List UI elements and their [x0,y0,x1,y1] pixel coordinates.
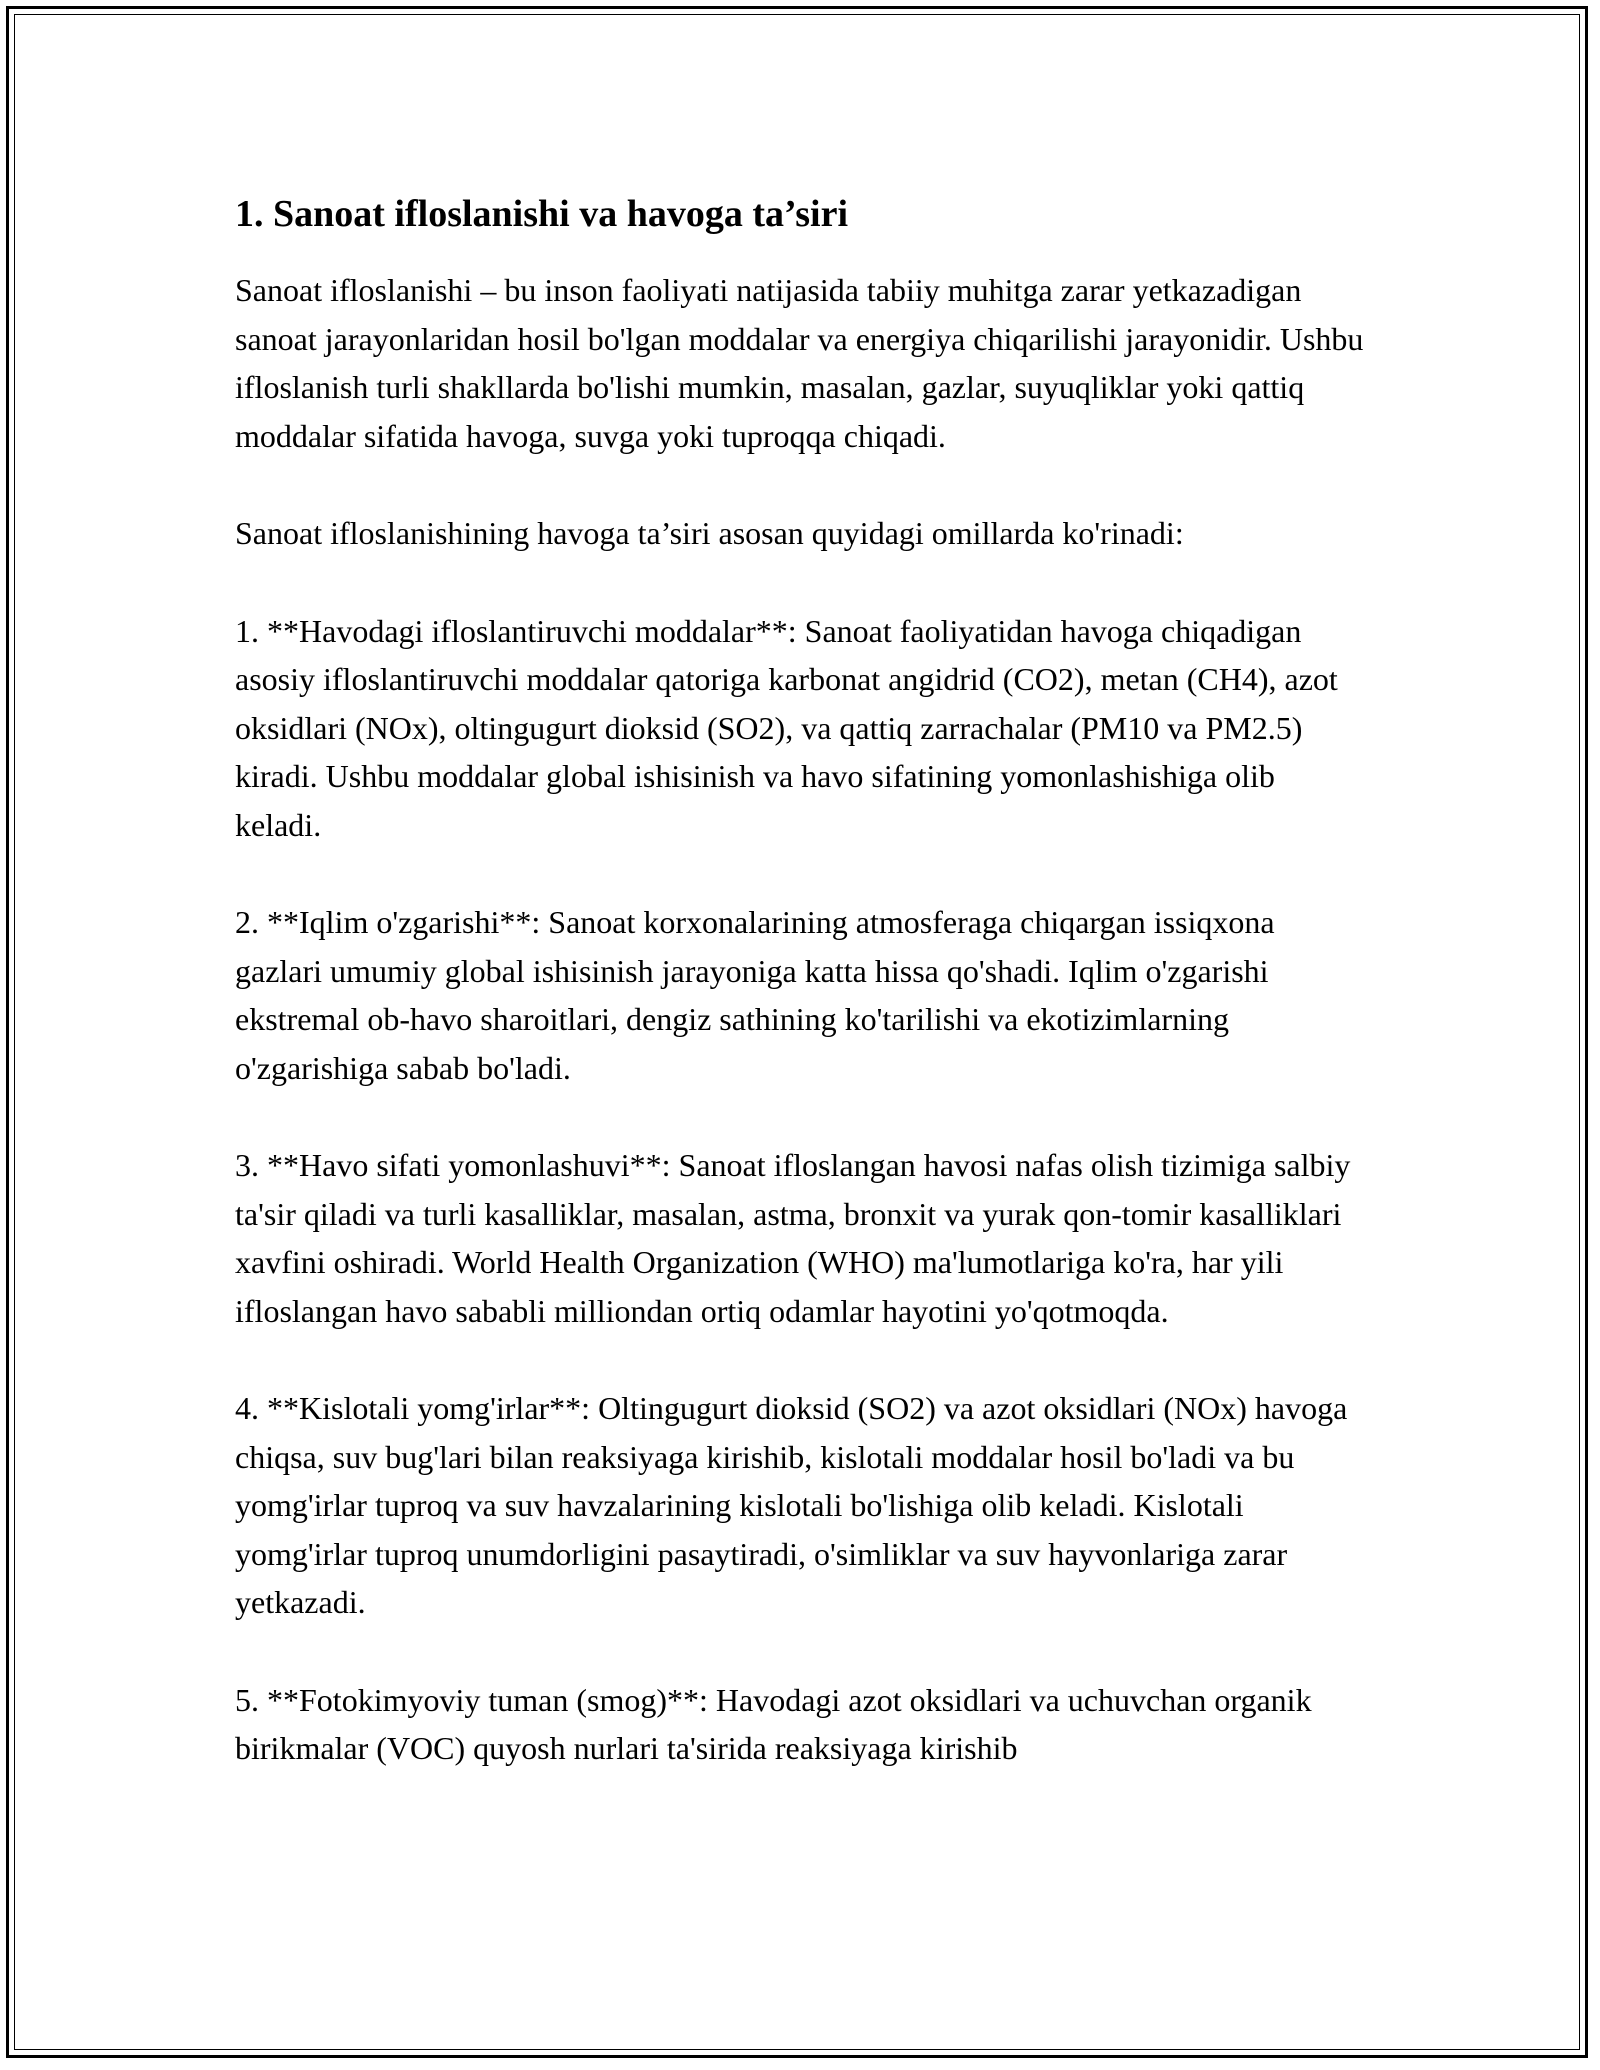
list-item-air-quality: 3. **Havo sifati yomonlashuvi**: Sanoat ifloslangan havosi nafas olish tizimiga salbiy ta'sir qiladi va turli kasalliklar, masalan, astma, bronxit va yurak qon-tomir kasalliklari xavfini oshiradi. World Health Organization (WHO) ma'lumotlariga ko'ra, har yili ifloslangan havo sababli milliondan ortiq odamlar hayotini yo'qotmoqda. [235,1147,1351,1329]
section-title: 1. Sanoat ifloslanishi va havoga ta’siri [235,193,849,235]
list-item-air-pollutants: 1. **Havodagi ifloslantiruvchi moddalar**: Sanoat faoliyatidan havoga chiqadigan asosiy ifloslantiruvchi moddalar qatoriga karbonat angidrid (CO2), metan (CH4), azot oksidlari (NOx), oltingugurt dioksid (SO2), va qattiq zarrachalar (PM10 va PM2.5) kiradi. Ushbu moddalar global ishisinish va havo sifatining yomonlashishiga olib keladi. [235,612,1338,843]
impact-lead-paragraph: Sanoat ifloslanishining havoga ta’siri asosan quyidagi omillarda ko'rinadi: [235,515,1184,551]
list-item-smog: 5. **Fotokimyoviy tuman (smog)**: Havodagi azot oksidlari va uchuvchan organik birikmalar (VOC) quyosh nurlari ta'sirida reaksiyaga kirishib [235,1681,1312,1766]
intro-paragraph: Sanoat ifloslanishi – bu inson faoliyati natijasida tabiiy muhitga zarar yetkazadigan sanoat jarayonlaridan hosil bo'lgan moddalar va energiya chiqarilishi jarayonidir. Ushbu ifloslanish turli shakllarda bo'lishi mumkin, masalan, gazlar, suyuqliklar yoki qattiq moddalar sifatida havoga, suvga yoki tuproqqa chiqadi. [235,272,1364,454]
list-item-climate-change: 2. **Iqlim o'zgarishi**: Sanoat korxonalarining atmosferaga chiqargan issiqxona gazlari umumiy global ishisinish jarayoniga katta hissa qo'shadi. Iqlim o'zgarishi ekstremal ob-havo sharoitlari, dengiz sathining ko'tarilishi va ekotizimlarning o'zgarishiga sabab bo'ladi. [235,904,1275,1086]
list-item-acid-rain: 4. **Kislotali yomg'irlar**: Oltingugurt dioksid (SO2) va azot oksidlari (NOx) havoga chiqsa, suv bug'lari bilan reaksiyaga kirishib, kislotali moddalar hosil bo'ladi va bu yomg'irlar tuproq va suv havzalarining kislotali bo'lishiga olib keladi. Kislotali yomg'irlar tuproq unumdorligini pasaytiradi, o'simliklar va suv hayvonlariga zarar yetkazadi. [235,1390,1348,1620]
document-body [235,186,1365,1773]
